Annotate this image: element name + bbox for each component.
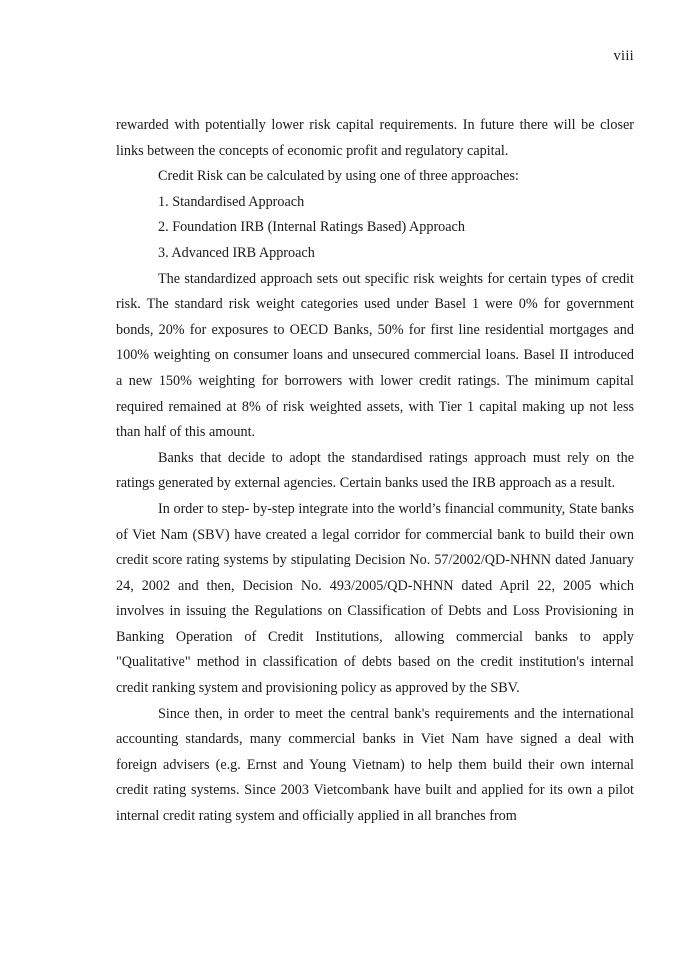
page-number: viii [613,48,634,64]
list-item-standardised: 1. Standardised Approach [158,193,305,210]
paragraph-sbv-legal-corridor: In order to step- by-step integrate into the world’s financial community, State banks of Viet Nam (SBV) have created a legal corridor for commercial bank to build their own credit score rating systems by stipulating Decision No. 57/2002/QD-NHNN dated January 24, 2002 and then, Decision No. 493/2005/QD-NHNN dated April 22, 2005 which involves in issuing the Regulations on Classification of Debts and Loss Provisioning in Banking Operation of Credit Institutions, allowing commercial banks to apply "Qualitative" method in classification of debts based on the credit institution's internal credit ranking system and provisioning policy as approved by the SBV. [116,500,634,697]
body-text [116,113,634,830]
paragraph-credit-risk-intro: Credit Risk can be calculated by using one of three approaches: [158,168,519,185]
paragraph-external-ratings: Banks that decide to adopt the standardised ratings approach must rely on the ratings generated by external agencies. Certain banks used the IRB approach as a result. [116,449,634,492]
list-item-foundation-irb: 2. Foundation IRB (Internal Ratings Based) Approach [158,219,465,236]
list-item-advanced-irb: 3. Advanced IRB Approach [158,244,315,261]
paragraph-continuation: rewarded with potentially lower risk capital requirements. In future there will be closer links between the concepts of economic profit and regulatory capital. [116,117,634,159]
paragraph-standardized-approach: The standardized approach sets out specific risk weights for certain types of credit risk. The standard risk weight categories used under Basel 1 were 0% for government bonds, 20% for exposures to OECD Banks, 50% for first line residential mortgages and 100% weighting on consumer loans and unsecured commercial loans. Basel II introduced a new 150% weighting for borrowers with lower credit ratings. The minimum capital required remained at 8% of risk weighted assets, with Tier 1 capital making up not less than half of this amount. [116,270,634,441]
paragraph-internal-rating-systems: Since then, in order to meet the central bank's requirements and the international accounting standards, many commercial banks in Viet Nam have signed a deal with foreign advisers (e.g. Ernst and Young Vietnam) to help them build their own internal credit rating systems. Since 2003 Vietcombank have built and applied for its own a pilot internal credit rating system and officially applied in all branches from [116,705,634,825]
